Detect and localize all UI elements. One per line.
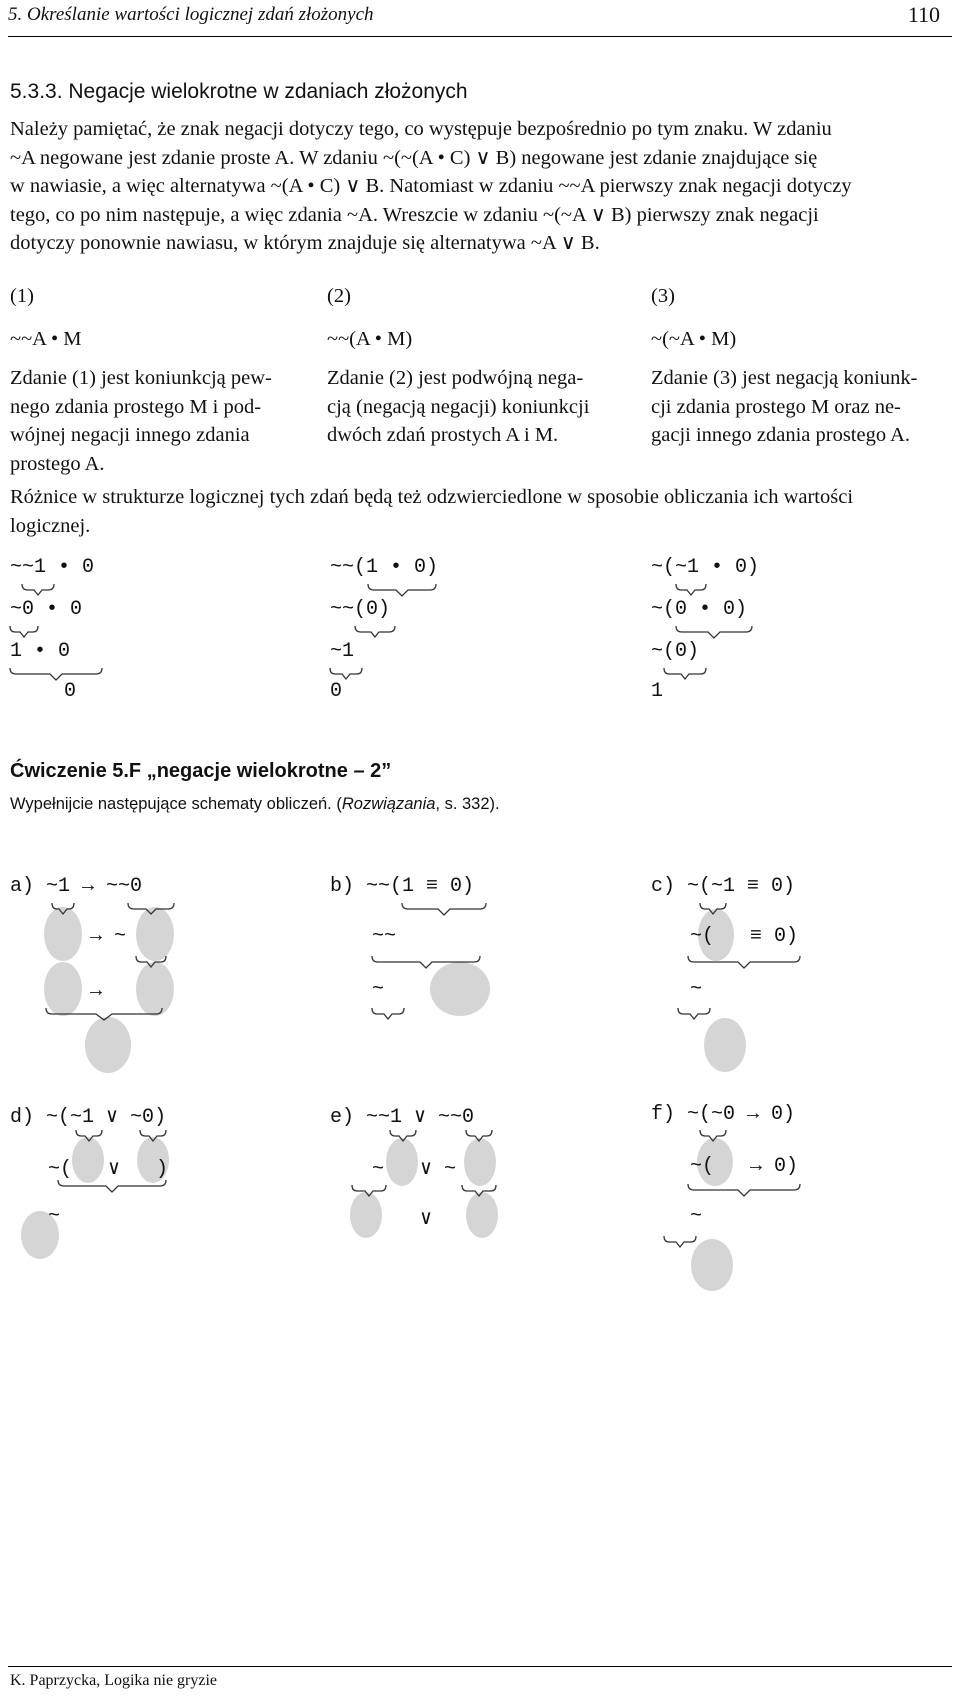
instruction-italic: Rozwiązania [341,795,436,813]
scheme-e-line-1: e) ~~1 ∨ ~~0 [330,1106,475,1129]
calc-2-line-2: ~~(0) [330,598,391,621]
calc-2-line-1: ~~(1 • 0) [330,556,439,579]
desc-line: cji zdania prostego M oraz ne- [651,395,901,418]
intro-line: tego, co po nim następuje, a więc zdania ~A. Wreszcie w zdaniu ~(~A ∨ B) pierwszy znak negacji [10,203,819,226]
calc-3-line-4: 1 [651,680,664,703]
calc-1-line-2: ~0 • 0 [10,598,83,621]
scheme-a-line-1: a) ~1 → ~~0 [10,875,143,898]
page-number: 110 [907,2,940,27]
desc-line: Zdanie (3) jest negacją koniunk- [651,367,918,389]
running-header-title: 5. Określanie wartości logicznej zdań złożonych [8,4,374,25]
calc-2-line-4: 0 [330,680,343,703]
scheme-c-line-3: ~ [690,978,703,1001]
scheme-f-line-1: f) ~(~0 → 0) [651,1103,796,1126]
desc-line: Zdanie (1) jest koniunkcją pew- [10,367,272,389]
answer-field [430,962,490,1016]
intro-line: ~A negowane jest zdanie proste A. W zdaniu ~(~(A • C) ∨ B) negowane jest zdanie znajdujące się [10,146,818,169]
example-2-label: (2) [327,285,351,307]
example-1-label: (1) [10,285,34,307]
answer-field [466,1192,498,1238]
brace [372,1008,404,1019]
answer-field [704,1018,746,1072]
brace [688,1184,800,1196]
outro-line: Różnice w strukturze logicznej tych zdań będą też odzwierciedlone w sposobie obliczania ich wartości [10,486,854,508]
calc-3-line-3: ~(0) [651,640,700,663]
example-2-formula: ~~(A • M) [327,328,413,350]
scheme-d-line-1: d) ~(~1 ∨ ~0) [10,1106,167,1129]
section-title: 5.3.3. Negacje wielokrotne w zdaniach złożonych [10,80,468,103]
desc-line: wójnej negacji innego zdania [10,424,250,447]
scheme-c-line-2: ~( ≡ 0) [690,925,799,948]
scheme-d-line-2: ~( ∨ ) [48,1158,169,1181]
answer-field [464,1138,496,1186]
scheme-c-line-1: c) ~(~1 ≡ 0) [651,875,796,898]
desc-line: gacji innego zdania prostego A. [651,424,911,447]
example-1-formula: ~~A • M [10,328,82,350]
intro-line: Należy pamiętać, że znak negacji dotyczy tego, co występuje bezpośrednio po tym znaku. W zdaniu [10,118,832,140]
desc-line: dwóch zdań prostych A i M. [327,424,559,447]
answer-field [136,962,174,1016]
instruction-text-end: , s. 332). [435,795,500,813]
footer-rule [8,1666,952,1667]
brace [402,903,486,915]
desc-line: prostego A. [10,452,105,475]
answer-field [44,962,82,1016]
calc-2-line-3: ~1 [330,640,355,663]
scheme-e-line-3: ∨ [420,1208,433,1231]
intro-line: dotyczy ponownie nawiasu, w którym znajduje się alternatywa ~A ∨ B. [10,232,600,255]
answer-field [85,1017,131,1073]
answer-field [691,1239,733,1291]
calc-3-line-1: ~(~1 • 0) [651,556,760,579]
brace [664,1236,696,1247]
brace [688,956,800,968]
outro-line: logicznej. [10,514,91,537]
example-3-formula: ~(~A • M) [651,328,737,350]
scheme-f-line-2: ~( → 0) [690,1155,799,1178]
brace [678,1008,710,1019]
calc-1-line-4: 0 [64,680,77,703]
calc-3-line-2: ~(0 • 0) [651,598,748,621]
scheme-d-line-3: ~ [48,1205,61,1228]
desc-line: Zdanie (2) jest podwójną nega- [327,367,584,389]
exercise-title: Ćwiczenie 5.F „negacje wielokrotne – 2” [10,760,392,782]
scheme-e-line-2: ~ ∨ ~ [372,1158,457,1181]
calc-1-line-3: 1 • 0 [10,640,71,663]
example-3-label: (3) [651,285,675,307]
scheme-b-line-3: ~ [372,978,385,1001]
answer-field [136,907,174,961]
instruction-text: Wypełnijcie następujące schematy obliczeń. ( [10,795,342,813]
desc-line: cją (negacją negacji) koniunkcji [327,395,590,418]
footer-text: K. Paprzycka, Logika nie gryzie [10,1672,218,1689]
answer-field [350,1192,382,1238]
scheme-b-line-2: ~~ [372,925,397,948]
intro-line: w nawiasie, a więc alternatywa ~(A • C) ∨ B. Natomiast w zdaniu ~~A pierwszy znak negacji dotyczy [10,175,852,198]
scheme-f-line-3: ~ [690,1205,703,1228]
answer-field [44,907,82,961]
scheme-a-line-3: → [90,980,103,1003]
scheme-a-line-2: → ~ [90,925,127,948]
desc-line: nego zdania prostego M i pod- [10,395,262,418]
calc-1-line-1: ~~1 • 0 [10,556,95,579]
scheme-b-line-1: b) ~~(1 ≡ 0) [330,875,475,898]
